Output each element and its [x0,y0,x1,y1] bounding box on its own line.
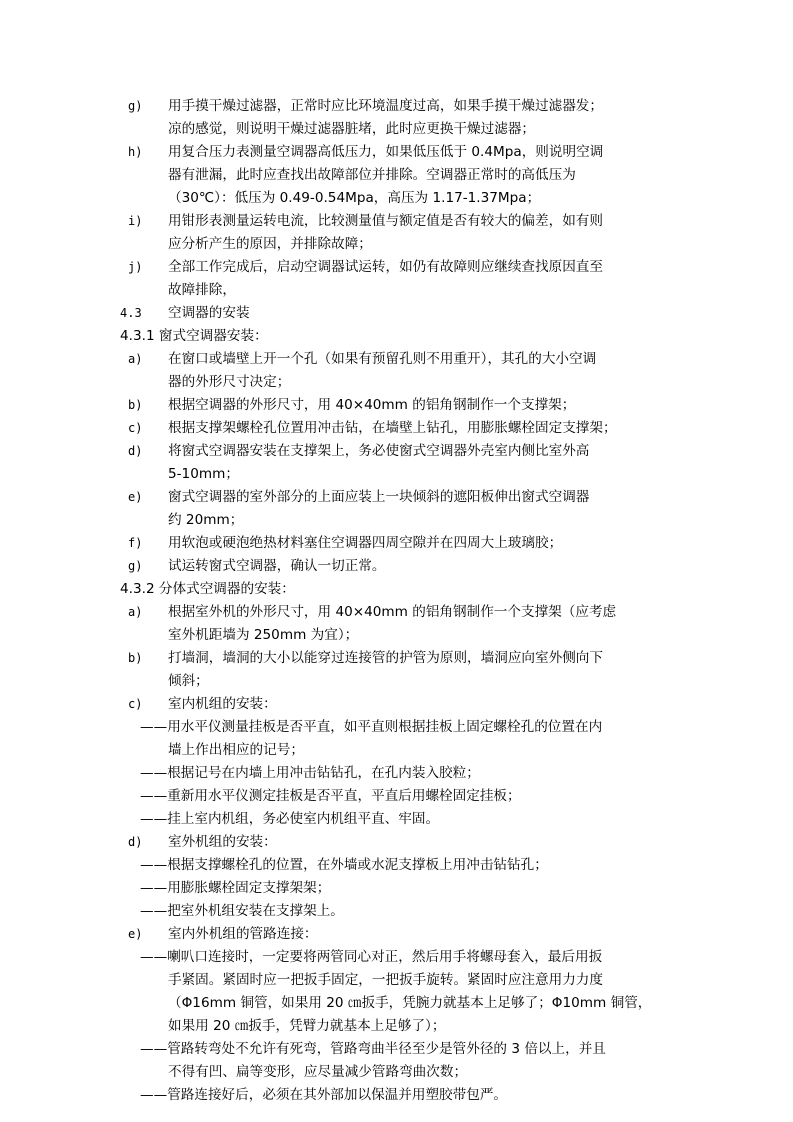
item-label-f: f) [128,536,143,550]
section-heading-4-3-1: 4.3.1 窗式空调器安装： [120,328,268,344]
dash-line-continued: 不得有凹、扁等变形，应尽量减少管路弯曲次数； [168,1064,468,1080]
text-line: 应分析产生的原因，并排除故障； [168,236,372,252]
dash-line: ——重新用水平仪测定挂板是否平直，平直后用螺栓固定挂板； [140,788,521,804]
item-label-a: a) [128,352,143,366]
text-line: 凉的感觉，则说明干燥过滤器脏堵，此时应更换干燥过滤器； [168,121,536,137]
text-line: 倾斜； [168,673,209,689]
item-label-e: e) [128,927,143,941]
item-label-i: i) [128,214,143,228]
text-line: 全部工作完成后，启动空调器试运转，如仍有故障则应继续查找原因直至 [168,259,603,275]
dash-line-continued: 手紧固。紧固时应一把扳手固定，一把扳手旋转。紧固时应注意用力力度 [168,972,603,988]
text-line: 器有泄漏，此时应查找出故障部位并排除。空调器正常时的高低压为 [168,167,576,183]
dash-line-continued: 墙上作出相应的记号； [168,742,304,758]
dash-line: ——把室外机组安装在支撑架上。 [140,903,344,919]
item-label-g: g) [128,99,143,113]
dash-line-continued: （Φ16mm 铜管，如果用 20 ㎝扳手，凭腕力就基本上足够了；Φ10mm 铜管， [168,995,652,1011]
text-line: 室外机组的安装： [168,834,277,850]
item-label-a: a) [128,605,143,619]
item-label-b: b) [128,398,143,412]
section-number-4-3: 4.3 [120,306,142,320]
dash-line: ——喇叭口连接时，一定要将两管同心对正，然后用手将螺母套入，最后用扳 [140,949,603,965]
text-line: 根据空调器的外形尺寸，用 40×40mm 的铝角钢制作一个支撑架； [168,397,576,413]
section-heading-4-3: 空调器的安装 [168,305,250,321]
item-label-j: j) [128,260,143,274]
text-line: 约 20mm； [168,512,244,528]
text-line: 窗式空调器的室外部分的上面应装上一块倾斜的遮阳板伸出窗式空调器 [168,489,590,505]
item-label-d: d) [128,835,143,849]
item-label-g: g) [128,559,143,573]
text-line: 将窗式空调器安装在支撑架上，务必使窗式空调器外壳室内侧比室外高 [168,443,590,459]
dash-line: ——用水平仪测量挂板是否平直，如平直则根据挂板上固定螺栓孔的位置在内 [140,719,603,735]
item-label-h: h) [128,145,143,159]
item-label-c: c) [128,421,143,435]
item-label-e: e) [128,490,143,504]
text-line: 试运转窗式空调器，确认一切正常。 [168,558,386,574]
dash-line: ——挂上室内机组，务必使室内机组平直、牢固。 [140,811,440,827]
text-line: 器的外形尺寸决定； [168,374,291,390]
dash-line-continued: 如果用 20 ㎝扳手，凭臂力就基本上足够了）； [168,1018,446,1034]
item-label-c: c) [128,697,143,711]
text-line: （30℃）：低压为 0.49-0.54Mpa，高压为 1.17-1.37Mpa； [168,190,541,206]
text-line: 室内机组的安装： [168,696,277,712]
item-label-b: b) [128,651,143,665]
dash-line: ——管路转弯处不允许有死弯，管路弯曲半径至少是管外径的 3 倍以上，并且 [140,1041,606,1057]
text-line: 打墙洞，墙洞的大小以能穿过连接管的护管为原则，墙洞应向室外侧向下 [168,650,603,666]
dash-line: ——根据支撑螺栓孔的位置，在外墙或水泥支撑板上用冲击钻钻孔； [140,857,548,873]
text-line: 故障排除， [168,282,236,298]
text-line: 室内外机组的管路连接： [168,926,318,942]
text-line: 5-10mm； [168,466,239,482]
section-heading-4-3-2: 4.3.2 分体式空调器的安装： [120,581,295,597]
item-label-d: d) [128,444,143,458]
text-line: 用复合压力表测量空调器高低压力，如果低压低于 0.4Mpa，则说明空调 [168,144,604,160]
text-line: 用手摸干燥过滤器，正常时应比环境温度过高，如果手摸干燥过滤器发； [168,98,603,114]
text-line: 室外机距墙为 250mm 为宜）； [168,627,359,643]
dash-line: ——根据记号在内墙上用冲击钻钻孔，在孔内装入胶粒； [140,765,480,781]
text-line: 根据室外机的外形尺寸，用 40×40mm 的铝角钢制作一个支撑架（应考虑 [168,604,617,620]
dash-line: ——管路连接好后，必须在其外部加以保温并用塑胶带包严。 [140,1087,508,1103]
text-line: 用软泡或硬泡绝热材料塞住空调器四周空隙并在四周大上玻璃胶； [168,535,563,551]
text-line: 在窗口或墙壁上开一个孔（如果有预留孔则不用重开），其孔的大小空调 [168,351,597,367]
text-line: 根据支撑架螺栓孔位置用冲击钻，在墙壁上钻孔，用膨胀螺栓固定支撑架； [168,420,617,436]
text-line: 用钳形表测量运转电流，比较测量值与额定值是否有较大的偏差，如有则 [168,213,603,229]
dash-line: ——用膨胀螺栓固定支撑架架； [140,880,331,896]
